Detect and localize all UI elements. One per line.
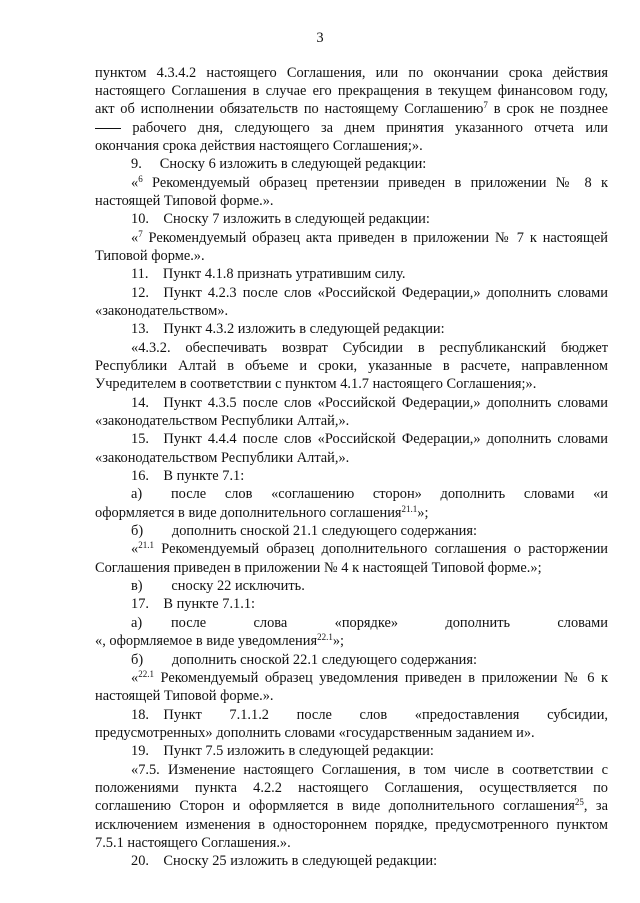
footnote-ref: 22.1 — [317, 632, 333, 643]
text-segment: Республики Алтай в объеме и сроки, указанные в расчете, направленном — [95, 358, 608, 374]
text-line — [95, 522, 608, 540]
text-segment: 16. В пункте 7.1: — [131, 468, 245, 485]
text-segment: настоящего Соглашения в случае его прекращения в текущем финансовом году, — [95, 82, 608, 99]
text-line — [95, 797, 608, 815]
text-segment: акт об исполнении обязательств по настоящему Соглашению — [95, 101, 484, 118]
text-segment: »; — [417, 504, 429, 521]
text-segment: в) сноску 22 исключить. — [131, 578, 305, 595]
text-segment: «законодательством Республики Алтай,». — [95, 413, 350, 430]
text-line — [95, 155, 608, 173]
text-segment: 10. Сноску 7 изложить в следующей редакции: — [131, 211, 430, 228]
text-line — [95, 779, 608, 797]
text-segment: « — [131, 541, 139, 558]
text-segment: рабочего дня, следующего за днем принятия указанного отчета или — [121, 119, 608, 136]
text-line — [95, 430, 608, 448]
text-segment: а) после слов «соглашению сторон» дополнить словами «и — [131, 486, 608, 503]
text-segment: , за — [583, 798, 608, 815]
text-line — [95, 265, 608, 283]
text-segment: «4.3.2. обеспечивать возврат Субсидии в республиканский бюджет — [131, 339, 608, 356]
text-line — [95, 852, 608, 870]
document-body — [95, 64, 608, 871]
text-line — [95, 82, 608, 100]
text-line — [95, 761, 608, 779]
text-segment: 12. Пункт 4.2.3 после слов «Российской Федерации,» дополнить словами — [131, 284, 608, 301]
text-line — [95, 339, 608, 357]
text-line — [95, 100, 608, 118]
text-segment: б) дополнить сноской 21.1 следующего содержания: — [131, 523, 477, 540]
footnote-ref: 7 — [483, 100, 488, 111]
text-segment: Учредителем в соответствии с пунктом 4.1.7 настоящего Соглашения;». — [95, 376, 537, 393]
text-segment: «законодательством». — [95, 302, 229, 319]
text-line — [95, 595, 608, 613]
text-line — [95, 669, 608, 687]
text-segment: а) после слова «порядке» дополнить словами — [131, 614, 608, 631]
footnote-ref: 21.1 — [138, 540, 154, 551]
text-segment: соглашению Сторон и оформляется в виде дополнительного соглашения — [95, 798, 575, 815]
text-line — [95, 687, 608, 705]
footnote-ref: 22.1 — [138, 668, 154, 679]
text-segment: «законодательством Республики Алтай,». — [95, 449, 350, 466]
footnote-ref: 7 — [138, 228, 143, 239]
text-segment: исключением изменения в одностороннем порядке, предусмотренного пунктом — [95, 816, 608, 833]
text-line — [95, 284, 608, 302]
text-segment: «, оформляемое в виде уведомления — [95, 633, 318, 650]
text-line — [95, 412, 608, 430]
text-line — [95, 64, 608, 82]
text-line — [95, 834, 608, 852]
text-line — [95, 614, 608, 632]
blank-field — [95, 128, 121, 129]
text-line — [95, 137, 608, 155]
text-segment: «7.5. Изменение настоящего Соглашения, в том числе в соответствии с — [131, 761, 608, 778]
text-segment: оформляется в виде дополнительного соглашения — [95, 504, 402, 521]
text-segment: б) дополнить сноской 22.1 следующего содержания: — [131, 651, 477, 668]
text-segment: 13. Пункт 4.3.2 изложить в следующей редакции: — [131, 321, 445, 338]
text-line — [95, 119, 608, 137]
text-segment: в срок не позднее — [487, 101, 608, 118]
text-segment: « — [131, 229, 139, 246]
text-segment: Рекомендуемый образец акта приведен в приложении № 7 к настоящей — [142, 229, 608, 246]
text-line — [95, 651, 608, 669]
text-line — [95, 394, 608, 412]
text-segment: пунктом 4.3.4.2 настоящего Соглашения, или по окончании срока действия — [95, 64, 608, 81]
text-line — [95, 540, 608, 558]
text-line — [95, 467, 608, 485]
text-line — [95, 504, 608, 522]
text-line — [95, 742, 608, 760]
text-line — [95, 724, 608, 742]
text-segment: 9. Сноску 6 изложить в следующей редакции: — [131, 156, 427, 173]
text-line — [95, 192, 608, 210]
text-line — [95, 632, 608, 650]
text-line — [95, 485, 608, 503]
text-segment: « — [131, 174, 139, 191]
text-segment: настоящей Типовой форме.». — [95, 192, 274, 209]
text-segment: окончания срока действия настоящего Соглашения;». — [95, 137, 423, 154]
text-line — [95, 357, 608, 375]
page-number: 3 — [316, 30, 324, 46]
text-segment: 14. Пункт 4.3.5 после слов «Российской Федерации,» дополнить словами — [131, 394, 608, 411]
text-line — [95, 816, 608, 834]
text-line — [95, 229, 608, 247]
text-segment: настоящей Типовой форме.». — [95, 688, 274, 705]
footnote-ref: 6 — [138, 173, 143, 184]
text-segment: 15. Пункт 4.4.4 после слов «Российской Федерации,» дополнить словами — [131, 431, 608, 448]
text-segment: Типовой форме.». — [95, 247, 205, 264]
text-line — [95, 247, 608, 265]
text-line — [95, 210, 608, 228]
text-segment: 11. Пункт 4.1.8 признать утратившим силу. — [131, 266, 406, 283]
text-line — [95, 375, 608, 393]
text-segment: Соглашения приведен в приложении № 4 к настоящей Типовой форме.»; — [95, 559, 542, 576]
text-segment: 18. Пункт 7.1.1.2 после слов «предоставления субсидии, — [131, 706, 608, 723]
text-segment: Рекомендуемый образец дополнительного соглашения о расторжении — [153, 541, 608, 558]
text-segment: 20. Сноску 25 изложить в следующей редакции: — [131, 853, 438, 870]
text-segment: Рекомендуемый образец претензии приведен в приложении № 8 к — [142, 174, 608, 191]
footnote-ref: 25 — [574, 797, 584, 808]
text-line — [95, 449, 608, 467]
text-segment: положениями пункта 4.2.2 настоящего Соглашения, осуществляется по — [95, 779, 608, 796]
text-line — [95, 559, 608, 577]
footnote-ref: 21.1 — [401, 503, 418, 514]
text-line — [95, 706, 608, 724]
text-segment: предусмотренных» дополнить словами «государственным заданием и». — [95, 724, 535, 741]
text-segment: »; — [332, 633, 345, 650]
text-line — [95, 302, 608, 320]
text-line — [95, 577, 608, 595]
text-line — [95, 174, 608, 192]
text-segment: 7.5.1 настоящего Соглашения.». — [95, 834, 291, 851]
text-segment: Рекомендуемый образец уведомления приведен в приложении № 6 к — [153, 669, 608, 686]
text-segment: 19. Пункт 7.5 изложить в следующей редакции: — [131, 743, 434, 760]
text-segment: « — [131, 669, 139, 686]
text-line — [95, 320, 608, 338]
text-segment: 17. В пункте 7.1.1: — [131, 596, 256, 613]
